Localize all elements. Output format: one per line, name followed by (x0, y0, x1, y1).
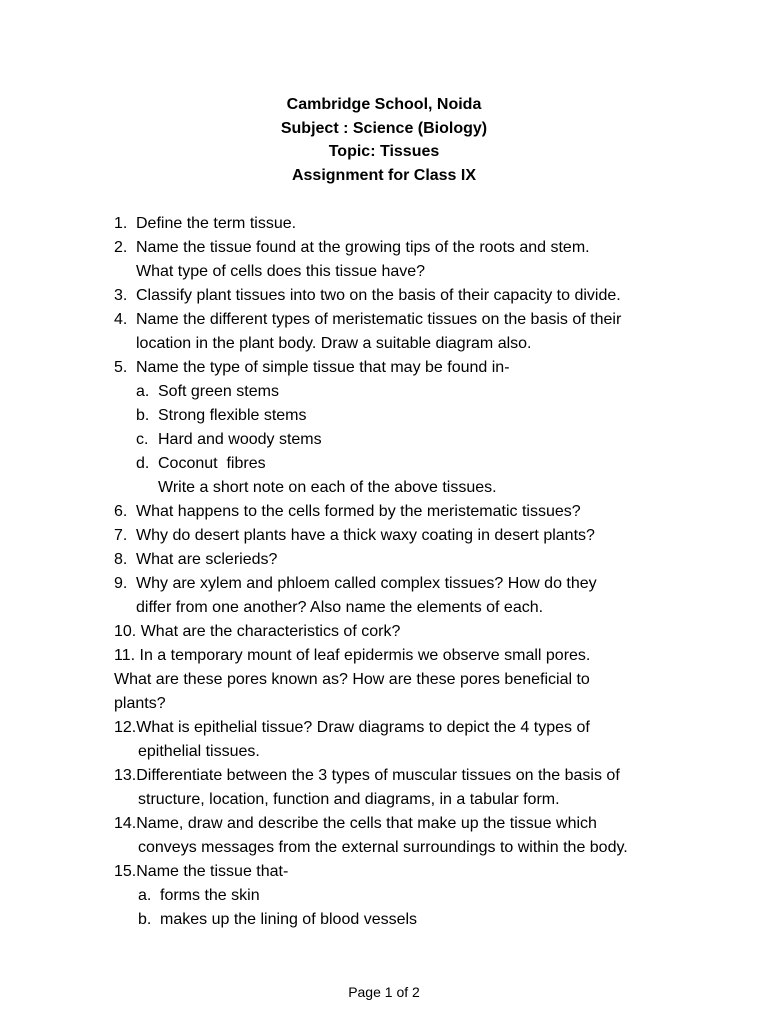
sub-item-marker: b. (136, 407, 150, 424)
sub-item-text: makes up the lining of blood vessels (160, 911, 418, 928)
sub-item-text: Soft green stems (158, 383, 279, 400)
question-11-continuation: What are these pores known as? How are these pores beneficial to (114, 671, 590, 688)
question-2-text: Name the tissue found at the growing tips of the roots and stem. (136, 239, 590, 256)
question-6-number: 6. (114, 503, 128, 520)
sub-item-marker: a. (138, 887, 152, 904)
question-1-text: Define the term tissue. (136, 215, 297, 232)
question-14-text: 14.Name, draw and describe the cells that make up the tissue which (114, 815, 597, 832)
sub-item-text: Hard and woody stems (158, 431, 322, 448)
question-8-number: 8. (114, 551, 128, 568)
page-number: Page 1 of 2 (348, 984, 420, 1000)
question-4-text: Name the different types of meristematic tissues on the basis of their (136, 311, 622, 328)
question-4-continuation: location in the plant body. Draw a suitable diagram also. (136, 335, 532, 352)
question-9-text: Why are xylem and phloem called complex tissues? How do they (136, 575, 597, 592)
question-5-note: Write a short note on each of the above tissues. (158, 479, 497, 496)
question-1-number: 1. (114, 215, 128, 232)
question-9-number: 9. (114, 575, 128, 592)
question-7-number: 7. (114, 527, 128, 544)
question-10-text: 10. What are the characteristics of cork? (114, 623, 401, 640)
sub-item-text: Coconut fibres (158, 455, 266, 472)
question-9-continuation: differ from one another? Also name the elements of each. (136, 599, 544, 616)
question-12-text: 12.What is epithelial tissue? Draw diagrams to depict the 4 types of (114, 719, 590, 736)
question-12-continuation: epithelial tissues. (138, 743, 260, 760)
question-3-text: Classify plant tissues into two on the basis of their capacity to divide. (136, 287, 621, 304)
sub-item-text: forms the skin (160, 887, 260, 904)
topic-line: Topic: Tissues (328, 143, 440, 160)
question-15-text: 15.Name the tissue that- (114, 863, 289, 880)
question-11-text: 11. In a temporary mount of leaf epidermis we observe small pores. (114, 647, 591, 664)
sub-item-marker: c. (136, 431, 149, 448)
school-name: Cambridge School, Noida (286, 96, 482, 113)
question-2-number: 2. (114, 239, 128, 256)
sub-item-marker: a. (136, 383, 150, 400)
question-8-text: What are sclerieds? (136, 551, 278, 568)
question-13-continuation: structure, location, function and diagrams, in a tabular form. (138, 791, 560, 808)
question-2-continuation: What type of cells does this tissue have? (136, 263, 426, 280)
subject-line: Subject : Science (Biology) (280, 119, 488, 137)
sub-item-text: Strong flexible stems (158, 407, 307, 424)
question-6-text: What happens to the cells formed by the meristematic tissues? (136, 503, 581, 520)
question-5-number: 5. (114, 359, 128, 376)
question-13-text: 13.Differentiate between the 3 types of muscular tissues on the basis of (114, 767, 620, 784)
question-5-text: Name the type of simple tissue that may be found in- (136, 359, 510, 376)
document-header (0, 93, 768, 187)
assignment-title: Assignment for Class IX (291, 166, 477, 184)
question-11-continuation: plants? (114, 695, 166, 712)
sub-item-marker: b. (138, 911, 152, 928)
sub-item-marker: d. (136, 455, 150, 472)
question-7-text: Why do desert plants have a thick waxy coating in desert plants? (136, 527, 595, 544)
question-14-continuation: conveys messages from the external surroundings to within the body. (138, 839, 628, 856)
question-3-number: 3. (114, 287, 128, 304)
question-4-number: 4. (114, 311, 128, 328)
